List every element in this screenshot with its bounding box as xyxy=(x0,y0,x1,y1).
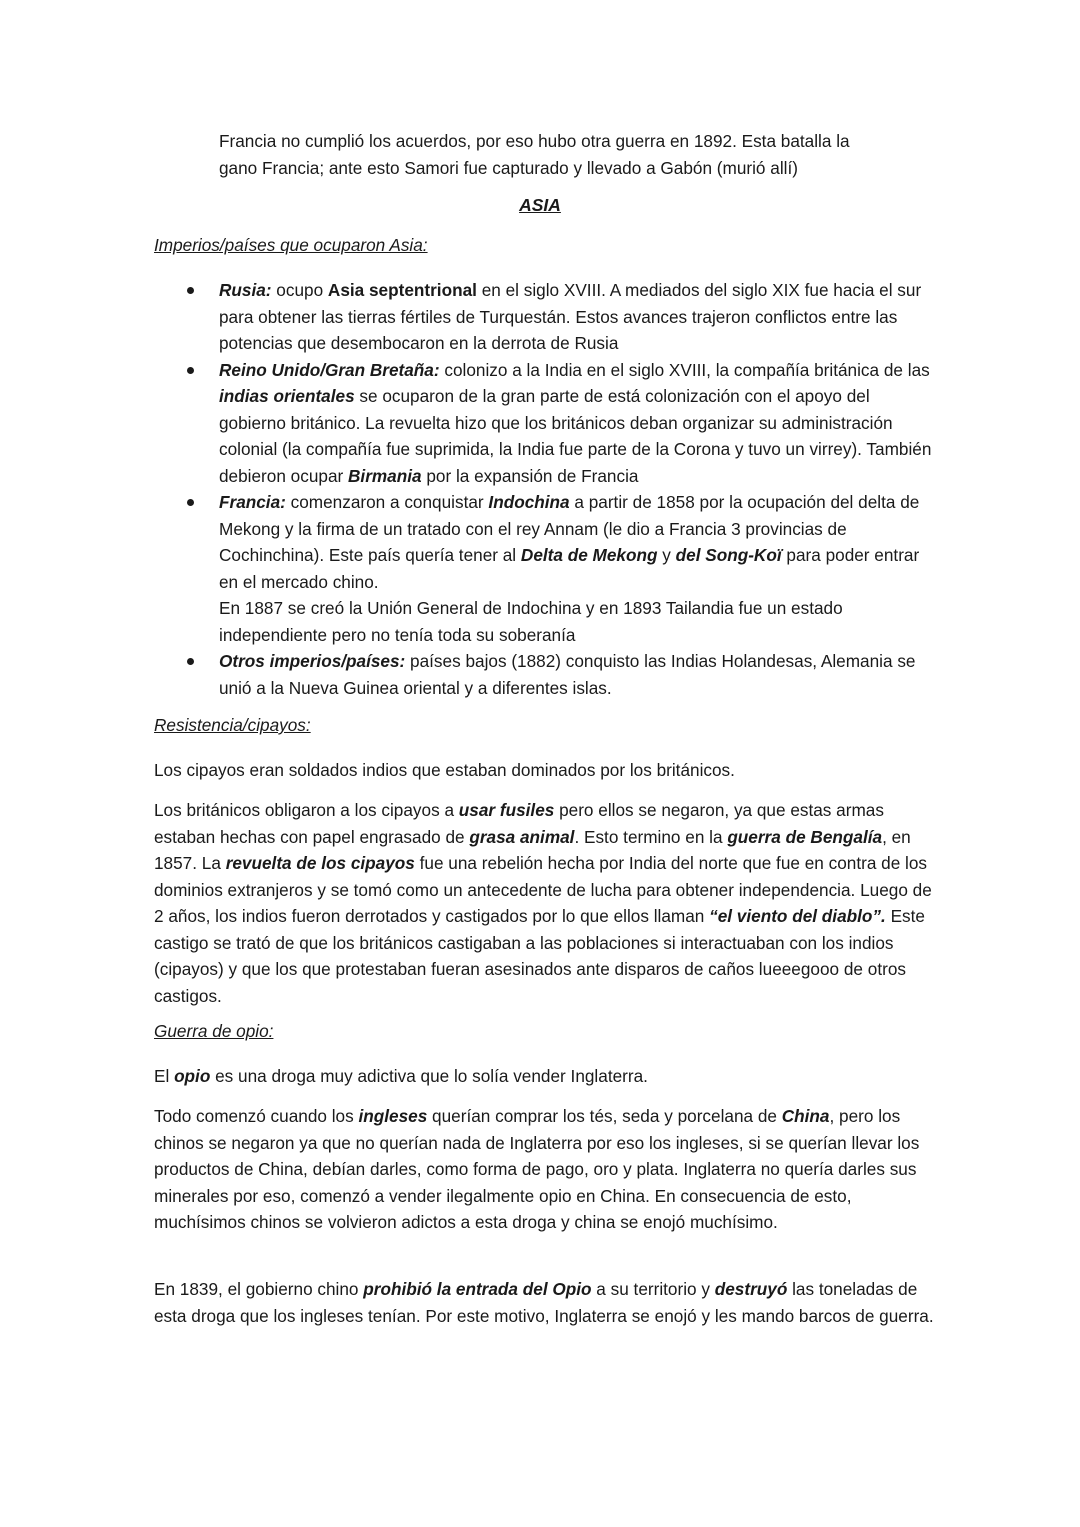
paragraph-opio-1839 xyxy=(154,1276,934,1329)
paragraph-opio-origen xyxy=(154,1103,934,1236)
text-run: en el siglo XVIII. A mediados del siglo XIX fue hacia el sur para obtener las tierras fértiles de Turquestán. Estos avances trajeron conflictos entre las potencias que desembocaron en la derrota de Rusia xyxy=(219,280,922,353)
intro-line: Francia no cumplió los acuerdos, por eso hubo otra guerra en 1892. Esta batalla la xyxy=(219,131,850,151)
emphasis: China xyxy=(781,1106,830,1126)
emphasis: Delta de Mekong xyxy=(520,545,658,565)
text-run: Todo comenzó cuando los xyxy=(154,1106,359,1126)
list-item-rusia xyxy=(154,277,934,357)
list-item-otros xyxy=(154,648,934,701)
text-run: por la expansión de Francia xyxy=(421,465,639,486)
term-reino-unido: Reino Unido/Gran Bretaña: xyxy=(219,359,440,380)
text-run: El xyxy=(154,1066,175,1086)
heading-opio: Guerra de opio: xyxy=(154,1021,274,1041)
emphasis: guerra de Bengalía xyxy=(727,826,883,847)
text-run: comenzaron a conquistar xyxy=(285,492,489,512)
heading-imperios: Imperios/países que ocuparon Asia: xyxy=(154,235,428,255)
text-run: ocupo xyxy=(271,280,328,300)
emphasis: usar fusiles xyxy=(458,800,555,820)
intro-paragraph xyxy=(219,128,939,181)
text-run: fue una rebelión hecha por India del norte que fue en contra de los dominios extranjeros y se tomó como un antecedente de lucha para obtener independencia. Luego de 2 años, los indios fueron derrotados y castigados por lo que ellos llaman xyxy=(154,853,932,926)
text-run: las toneladas de esta droga que los ingleses tenían. Por este motivo, Inglaterra se enojó y les mando barcos de guerra. xyxy=(154,1279,934,1326)
list-item-francia xyxy=(154,489,934,648)
list-item-reino-unido xyxy=(154,357,934,490)
text-run: países bajos (1882) conquisto las Indias Holandesas, Alemania se unió a la Nueva Guinea oriental y a diferentes islas. xyxy=(219,651,916,698)
term-rusia: Rusia: xyxy=(219,280,272,300)
emphasis: ingleses xyxy=(358,1106,428,1126)
text-run: , en 1857. La xyxy=(154,826,911,873)
paragraph-cipayos-intro: Los cipayos eran soldados indios que estaban dominados por los británicos. xyxy=(154,760,735,780)
text-run: , pero los chinos se negaron ya que no querían nada de Inglaterra por eso los ingleses, si se querían llevar los productos de China, debían darles, como forma de pago, oro y plata. Inglaterra no quería darles sus minerales por eso, comenzó a vender ilegalmente opio en China. En consecuencia de esto, muchísimos chinos se volvieron adictos a esta droga y china se enojó muchísimo. xyxy=(154,1106,920,1232)
text-run: Este castigo se trató de que los británicos castigaban a las poblaciones si interactuaban con los indios (cipayos) y que los que protestaban fueran asesinados ante disparos de caños lueeegooo de otros castigos. xyxy=(154,906,925,1006)
emphasis: Birmania xyxy=(348,465,422,486)
paragraph-cipayos-detail xyxy=(154,797,934,1009)
paragraph-opio-intro xyxy=(154,1063,934,1090)
emphasis: prohibió la entrada del Opio xyxy=(363,1279,592,1299)
text-run: es una droga muy adictiva que lo solía vender Inglaterra. xyxy=(210,1066,648,1086)
intro-line: gano Francia; ante esto Samori fue capturado y llevado a Gabón (murió allí) xyxy=(219,157,798,178)
text-run: En 1839, el gobierno chino xyxy=(154,1279,364,1299)
text-run: para poder entrar en el mercado chino. xyxy=(219,545,920,592)
emphasis: Asia septentrional xyxy=(327,280,477,300)
term-francia: Francia: xyxy=(219,492,286,512)
text-run: En 1887 se creó la Unión General de Indochina y en 1893 Tailandia fue un estado independiente pero no tenía toda su soberanía xyxy=(219,598,843,645)
text-run: se ocuparon de la gran parte de está colonización con el apoyo del gobierno británico. La revuelta hizo que los británicos deban organizar su administración colonial (la compañía fue suprimida, la India fue parte de la Corona y tuvo un virrey). También debieron ocupar xyxy=(219,386,932,486)
emphasis: revuelta de los cipayos xyxy=(225,853,415,873)
text-run: . Esto termino en la xyxy=(574,826,728,847)
text-run: querían comprar los tés, seda y porcelana de xyxy=(427,1106,782,1126)
text-run: a su territorio y xyxy=(591,1279,715,1299)
emphasis: del Song-Koï xyxy=(675,545,782,565)
text-run: colonizo a la India en el siglo XVIII, la compañía británica de las xyxy=(439,359,930,380)
emphasis: opio xyxy=(174,1066,211,1086)
text-run: a partir de 1858 por la ocupación del delta de Mekong y la firma de un tratado con el rey Annam (le dio a Francia 3 provincias de Cochinchina). Este país quería tener al xyxy=(219,492,920,565)
section-title-asia: ASIA xyxy=(519,195,561,215)
text-run: pero ellos se negaron, ya que estas armas estaban hechas con papel engrasado de xyxy=(154,800,884,847)
emphasis: grasa animal xyxy=(469,826,575,847)
emphasis: Indochina xyxy=(488,492,570,512)
term-otros: Otros imperios/países: xyxy=(219,651,406,671)
emphasis: destruyó xyxy=(714,1279,788,1299)
emphasis: “el viento del diablo”. xyxy=(709,906,886,926)
imperios-list xyxy=(154,277,934,701)
heading-resistencia: Resistencia/cipayos: xyxy=(154,715,311,735)
emphasis: indias orientales xyxy=(219,386,355,406)
text-run: y xyxy=(657,545,676,565)
text-run: Los británicos obligaron a los cipayos a xyxy=(154,800,459,820)
